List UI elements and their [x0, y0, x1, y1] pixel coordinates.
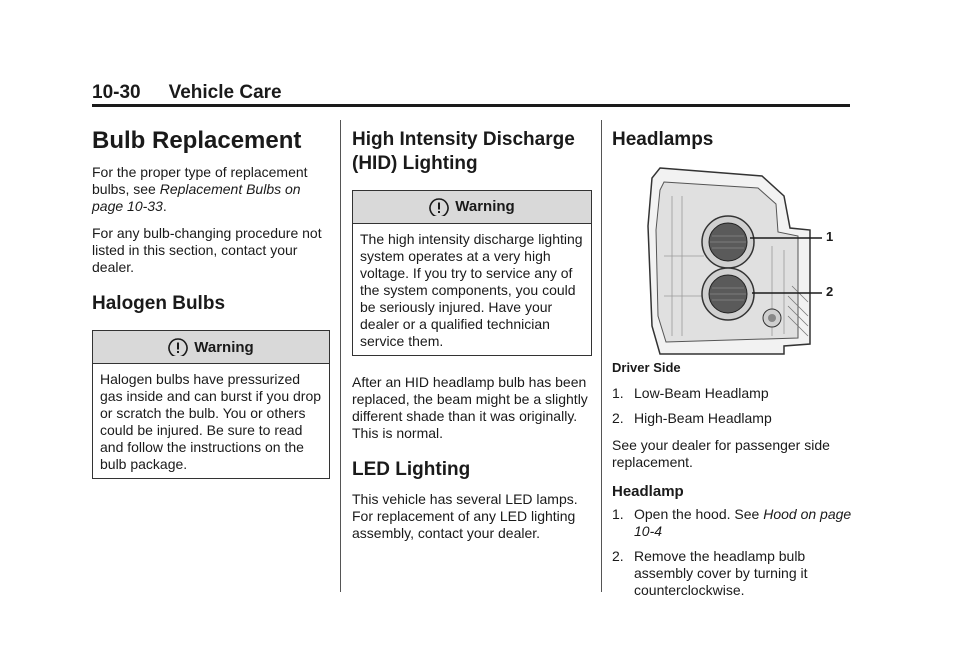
legend-item: 1. Low-Beam Headlamp — [612, 384, 769, 401]
header-rule — [92, 104, 850, 107]
warning-label: Warning — [194, 338, 254, 356]
dealer-paragraph: For any bulb-changing procedure not listed in this section, contact your dealer. — [92, 225, 322, 276]
warning-body: The high intensity discharge lighting system operates at a very high voltage. If you try to service any of the system components, you could be seriously injured. Have your dealer or a qualified technician service them. — [360, 230, 583, 349]
column-divider-1 — [340, 120, 341, 592]
halogen-warning-box — [92, 330, 330, 479]
headlamp-illustration — [612, 166, 852, 356]
page-header — [92, 82, 850, 104]
callout-2: 2 — [826, 283, 834, 299]
bulb-types-paragraph: For the proper type of replacement bulbs, see Replacement Bulbs on page 10-33. — [92, 164, 308, 215]
hood-reference: Hood on page 10-4 — [634, 505, 852, 539]
warning-header — [93, 331, 329, 364]
headlamp-figure — [612, 166, 852, 356]
figure-caption: Driver Side — [612, 359, 681, 375]
warning-label: Warning — [455, 198, 515, 215]
procedure-step: 2. Remove the headlamp bulb assembly cover by turning it counterclockwise. — [612, 547, 808, 598]
column-1 — [92, 120, 330, 489]
figure-legend — [612, 385, 852, 427]
warning-body: Halogen bulbs have pressurized gas inside and can burst if you drop or scratch the bulb. You or others could be injured. Be sure to read and follow the instructions on the bulb package. — [100, 371, 322, 473]
section-name: Vehicle Care — [168, 82, 282, 103]
hid-shade-paragraph: After an HID headlamp bulb has been replaced, the beam might be a slightly different shade than it was originally. This is normal. — [352, 373, 588, 441]
passenger-side-paragraph: See your dealer for passenger side replacement. — [612, 436, 830, 470]
page-number: 10-30 — [92, 82, 141, 103]
callout-1: 1 — [826, 228, 834, 244]
warning-icon — [168, 338, 188, 356]
headlamps-title: Headlamps — [612, 129, 714, 150]
header-text — [92, 82, 850, 104]
column-2 — [352, 120, 592, 552]
replacement-bulbs-reference: Replacement Bulbs on page 10-33 — [92, 181, 301, 215]
hid-warning-box — [352, 190, 592, 356]
column-divider-2 — [601, 120, 602, 592]
procedure-step: 1. Open the hood. See Hood on page 10-4 — [612, 505, 852, 539]
legend-item: 2. High-Beam Headlamp — [612, 409, 772, 426]
bulb-replacement-title: Bulb Replacement — [92, 127, 302, 154]
led-paragraph: This vehicle has several LED lamps. For replacement of any LED lighting assembly, contact your dealer. — [352, 491, 578, 542]
hid-lighting-title: High Intensity Discharge (HID) Lighting — [352, 129, 575, 174]
procedure-steps — [612, 506, 852, 599]
halogen-bulbs-title: Halogen Bulbs — [92, 293, 226, 315]
warning-icon — [429, 198, 449, 216]
led-lighting-title: LED Lighting — [352, 458, 471, 480]
column-3 — [612, 120, 852, 609]
headlamp-subtitle: Headlamp — [612, 482, 684, 500]
warning-header — [353, 191, 591, 224]
